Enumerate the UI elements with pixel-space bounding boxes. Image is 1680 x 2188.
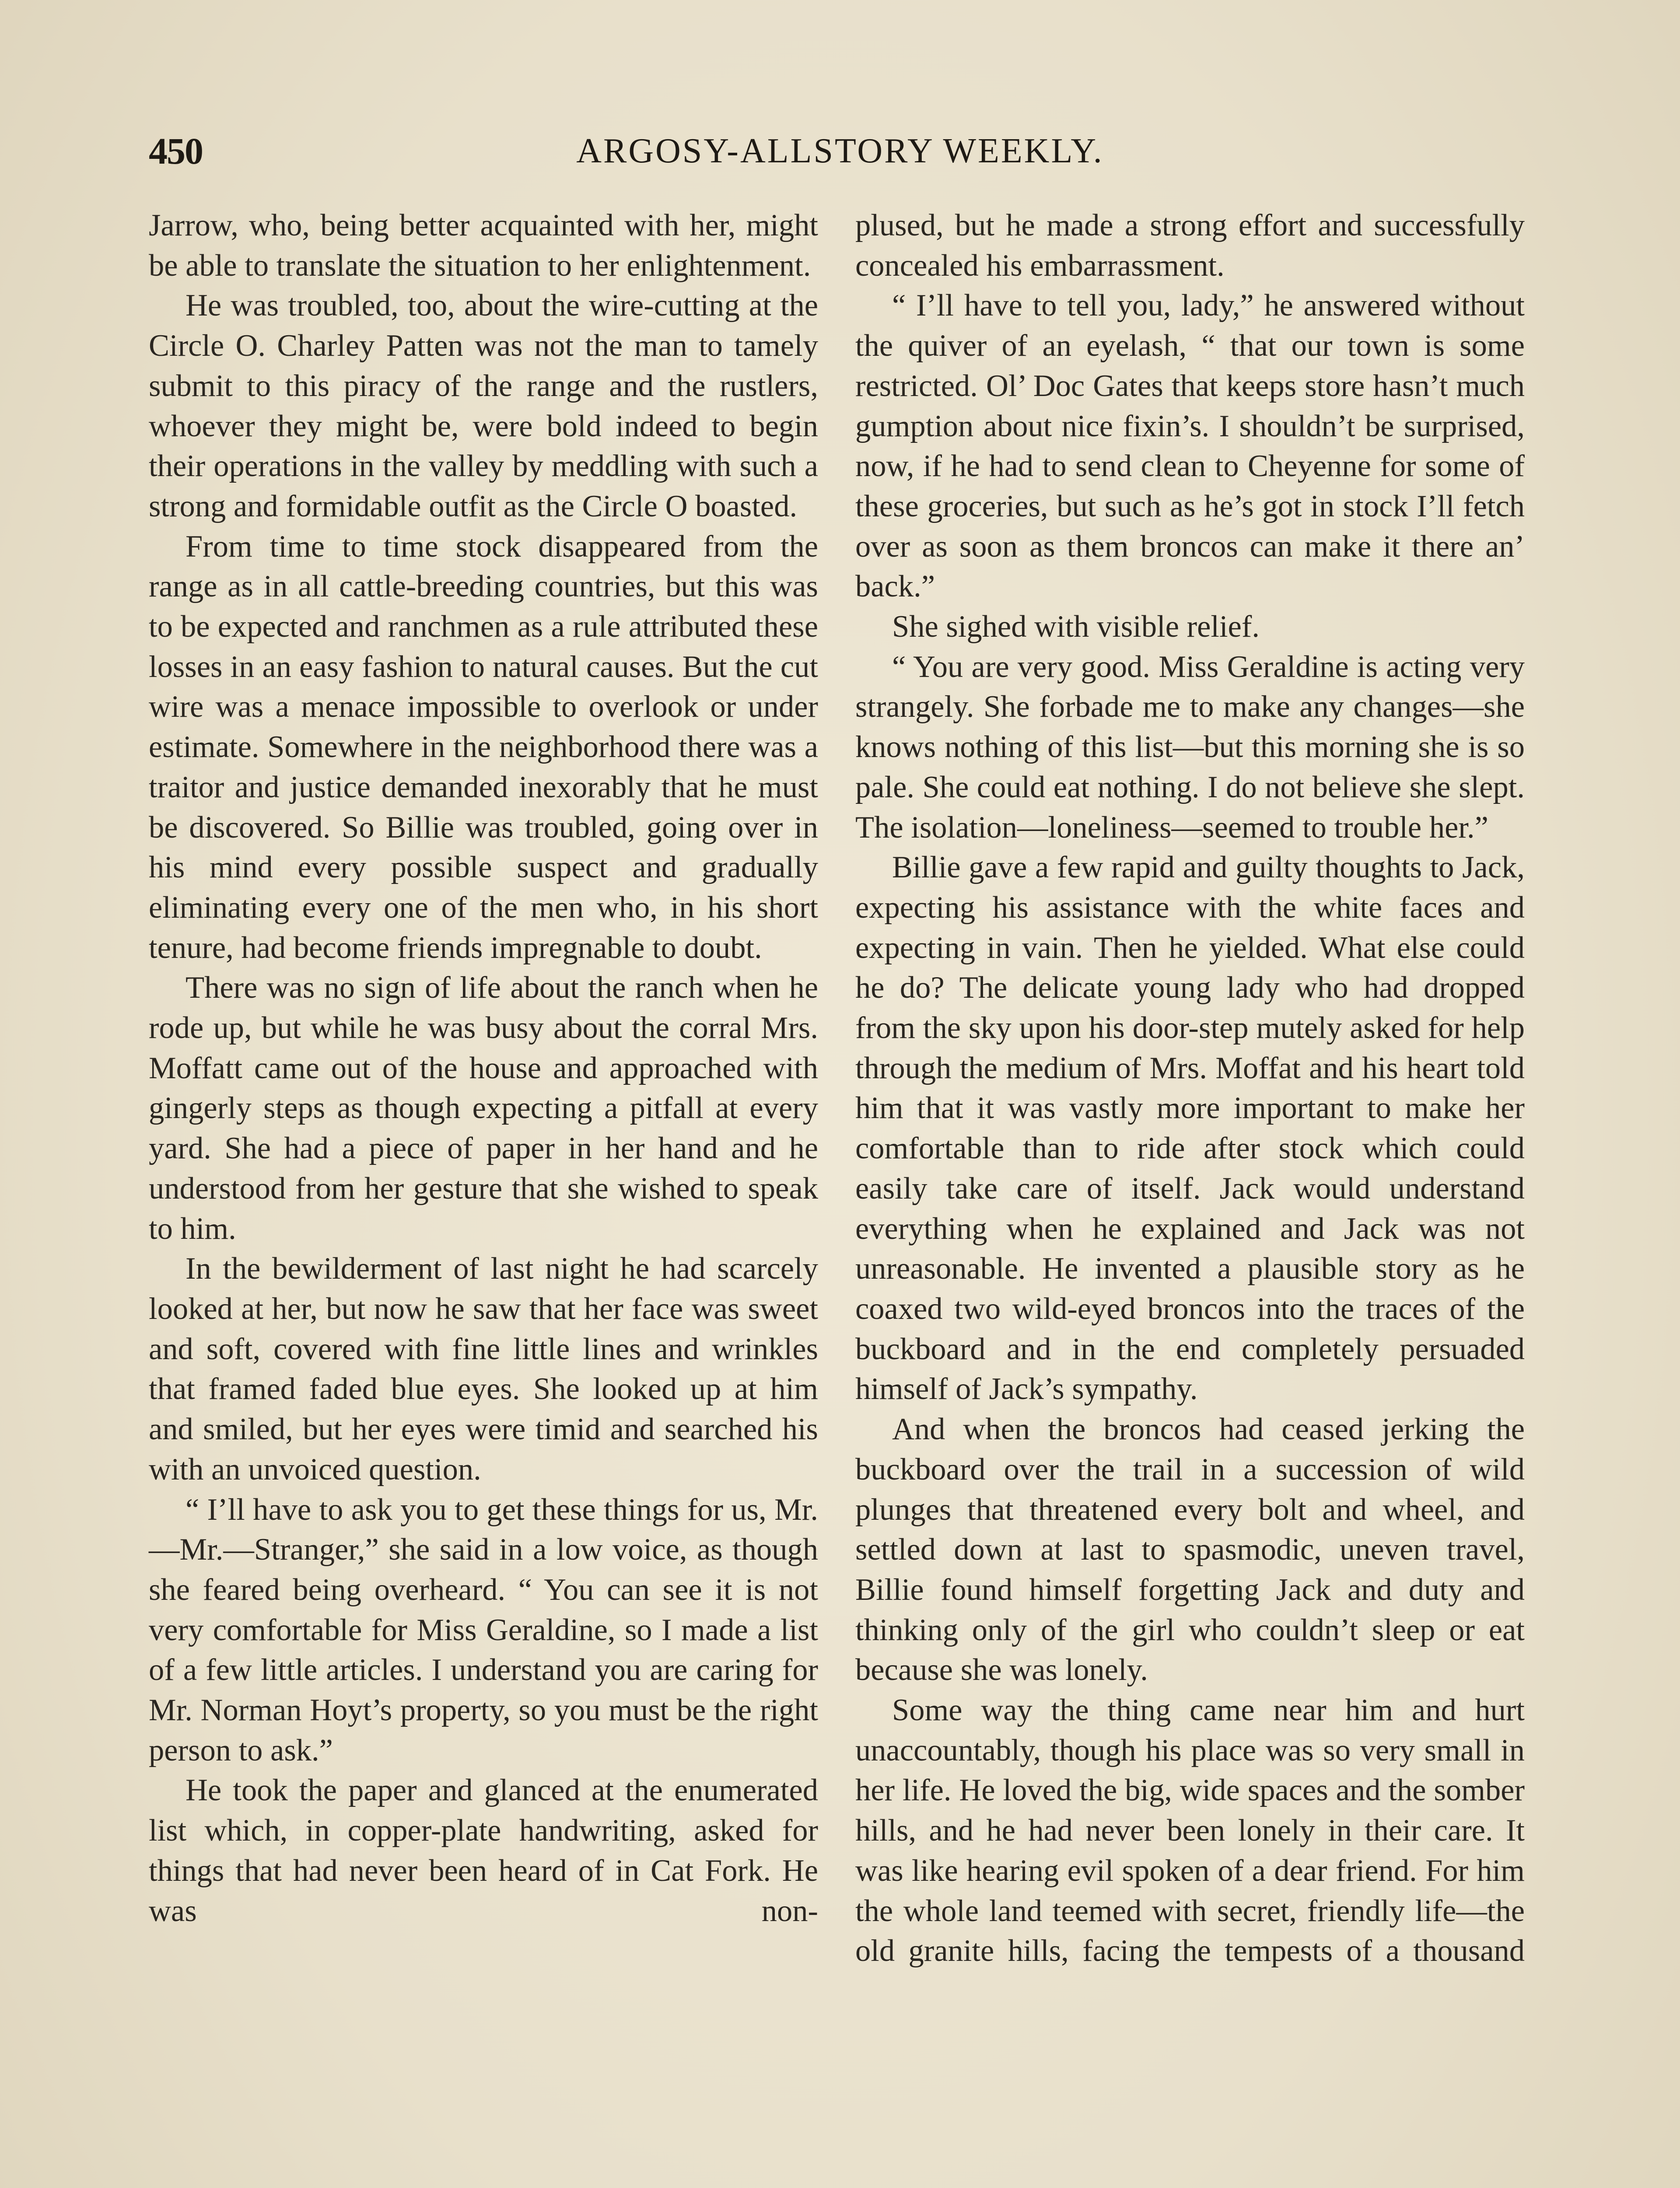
page-number: 450 (149, 130, 203, 172)
page-header (149, 125, 1531, 177)
paragraph: Billie gave a few rapid and guilty thoughts to Jack, expecting his assistance with the white faces and expecting in vain. Then he yielded. What else could he do? The delicate young lady who had dropped from the sky upon his door-step mutely asked for help through the medium of Mrs. Moffat and his heart told him that it was vastly more important to make her comfortable than to ride after stock which could easily take care of itself. Jack would understand everything when he explained and Jack was not unreasonable. He invented a plausible story as he coaxed two wild-eyed broncos into the traces of the buckboard and in the end completely persuaded himself of Jack’s sympathy. (855, 850, 1525, 1406)
left-column (149, 206, 818, 1931)
paragraph: He was troubled, too, about the wire-cutting at the Circle O. Charley Patten was not the man to tamely submit to this piracy of the range and the rustlers, whoever they might be, were bold indeed to begin their operations in the valley by meddling with such a strong and formidable outfit as the Circle O boasted. (149, 288, 818, 523)
paragraph: From time to time stock disappeared from the range as in all cattle-breeding countries, but this was to be expected and ranchmen as a rule attributed these losses in an easy fashion to natural causes. But the cut wire was a menace impossible to overlook or under estimate. Somewhere in the neighborhood there was a traitor and justice demanded inexorably that he must be discovered. So Billie was troubled, going over in his mind every possible suspect and gradually eliminating every one of the men who, in his short tenure, had become friends impregnable to doubt. (149, 529, 818, 965)
paragraph: In the bewilderment of last night he had scarcely looked at her, but now he saw that her face was sweet and soft, covered with fine little lines and wrinkles that framed faded blue eyes. She looked up at him and smiled, but her eyes were timid and searched his with an unvoiced question. (149, 1252, 818, 1487)
paragraph: There was no sign of life about the ranch when he rode up, but while he was busy about the corral Mrs. Moffatt came out of the house and approached with gingerly steps as though expecting a pitfall at every yard. She had a piece of paper in her hand and he understood from her gesture that she wished to speak to him. (149, 971, 818, 1246)
paragraph: “ I’ll have to tell you, lady,” he answered without the quiver of an eyelash, “ that our town is some restricted. Ol’ Doc Gates that keeps store hasn’t much gumption about nice fixin’s. I shouldn’t be surprised, now, if he had to send clean to Cheyenne for some of these groceries, but such as he’s got in stock I’ll fetch over as soon as them broncos can make it there an’ back.” (855, 288, 1525, 604)
paragraph: plused, but he made a strong effort and successfully concealed his embarrassment. (855, 208, 1525, 283)
paragraph: Jarrow, who, being better acquainted with her, might be able to translate the situation to her enlightenment. (149, 208, 818, 283)
paragraph: She sighed with visible relief. (892, 610, 1260, 644)
paragraph: And when the broncos had ceased jerking the buckboard over the trail in a succession of wild plunges that threatened every bolt and wheel, and settled down at last to spasmodic, uneven travel, Billie found himself forgetting Jack and duty and thinking only of the girl who couldn’t sleep or eat because she was lonely. (855, 1412, 1525, 1687)
paragraph: “ You are very good. Miss Geraldine is acting very strangely. She forbade me to make any changes—she knows nothing of this list—but this morning she is so pale. She could eat nothing. I do not believe she slept. The isolation—loneliness—seemed to trouble her.” (855, 649, 1525, 845)
paragraph: Some way the thing came near him and hurt unaccountably, though his place was so very small in her life. He loved the big, wide spaces and the somber hills, and he had never been lonely in their care. It was like hearing evil spoken of a dear friend. For him the whole land teemed with secret, friendly life—the old granite hills, facing the tempests of a thousand (855, 1693, 1525, 1968)
paragraph: “ I’ll have to ask you to get these things for us, Mr.—Mr.—Stranger,” she said in a low voice, as though she feared being overheard. “ You can see it is not very comfortable for Miss Geraldine, so I made a list of a few little articles. I understand you are caring for Mr. Norman Hoyt’s property, so you must be the right person to ask.” (149, 1492, 818, 1767)
paragraph: He took the paper and glanced at the enumerated list which, in copper-plate handwriting, asked for things that had never been heard of in Cat Fork. He was non- (149, 1773, 818, 1928)
right-column (855, 206, 1525, 1971)
running-head: ARGOSY-ALLSTORY WEEKLY. (576, 132, 1104, 170)
